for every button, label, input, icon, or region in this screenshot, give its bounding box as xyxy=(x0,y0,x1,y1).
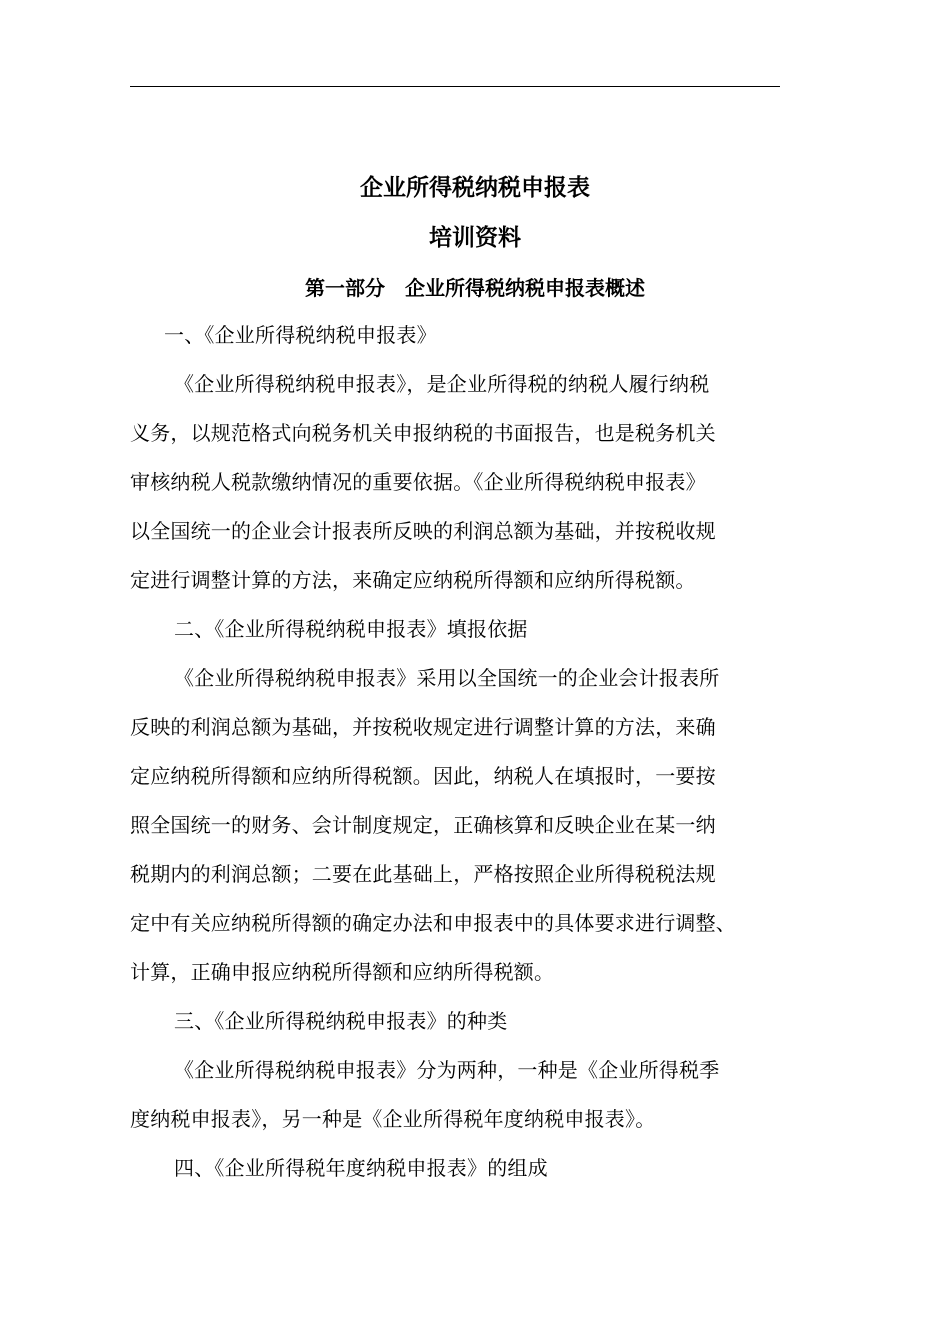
paragraph-line: 《企业所得税纳税申报表》，是企业所得税的纳税人履行纳税 xyxy=(174,372,710,396)
document-body xyxy=(130,318,810,1200)
section-title: 第一部分 企业所得税纳税申报表概述 xyxy=(305,276,645,300)
heading-2: 二、《企业所得税纳税申报表》填报依据 xyxy=(174,617,528,641)
document-title: 企业所得税纳税申报表 xyxy=(360,175,590,201)
paragraph-line: 以全国统一的企业会计报表所反映的利润总额为基础，并按税收规 xyxy=(130,519,716,543)
heading-3: 三、《企业所得税纳税申报表》的种类 xyxy=(174,1009,508,1033)
paragraph-line: 《企业所得税纳税申报表》分为两种，一种是《企业所得税季 xyxy=(174,1058,720,1082)
heading-1: 一、《企业所得税纳税申报表》 xyxy=(164,323,437,347)
document-subtitle: 培训资料 xyxy=(429,225,521,251)
paragraph-line: 定进行调整计算的方法，来确定应纳税所得额和应纳所得税额。 xyxy=(130,568,696,592)
paragraph-line: 审核纳税人税款缴纳情况的重要依据。《企业所得税纳税申报表》 xyxy=(130,470,706,494)
paragraph-line: 计算，正确申报应纳税所得额和应纳所得税额。 xyxy=(130,960,555,984)
paragraph-line: 照全国统一的财务、会计制度规定，正确核算和反映企业在某一纳 xyxy=(130,813,716,837)
heading-4: 四、《企业所得税年度纳税申报表》的组成 xyxy=(174,1156,548,1180)
paragraph-line: 度纳税申报表》，另一种是《企业所得税年度纳税申报表》。 xyxy=(130,1107,656,1131)
paragraph-line: 反映的利润总额为基础，并按税收规定进行调整计算的方法，来确 xyxy=(130,715,716,739)
paragraph-line: 定应纳税所得额和应纳所得税额。因此，纳税人在填报时，一要按 xyxy=(130,764,716,788)
header-rule xyxy=(130,86,780,87)
paragraph-line: 《企业所得税纳税申报表》采用以全国统一的企业会计报表所 xyxy=(174,666,720,690)
paragraph-line: 义务，以规范格式向税务机关申报纳税的书面报告，也是税务机关 xyxy=(130,421,716,445)
paragraph-line: 定中有关应纳税所得额的确定办法和申报表中的具体要求进行调整、 xyxy=(130,911,736,935)
paragraph-line: 税期内的利润总额；二要在此基础上，严格按照企业所得税税法规 xyxy=(130,862,716,886)
